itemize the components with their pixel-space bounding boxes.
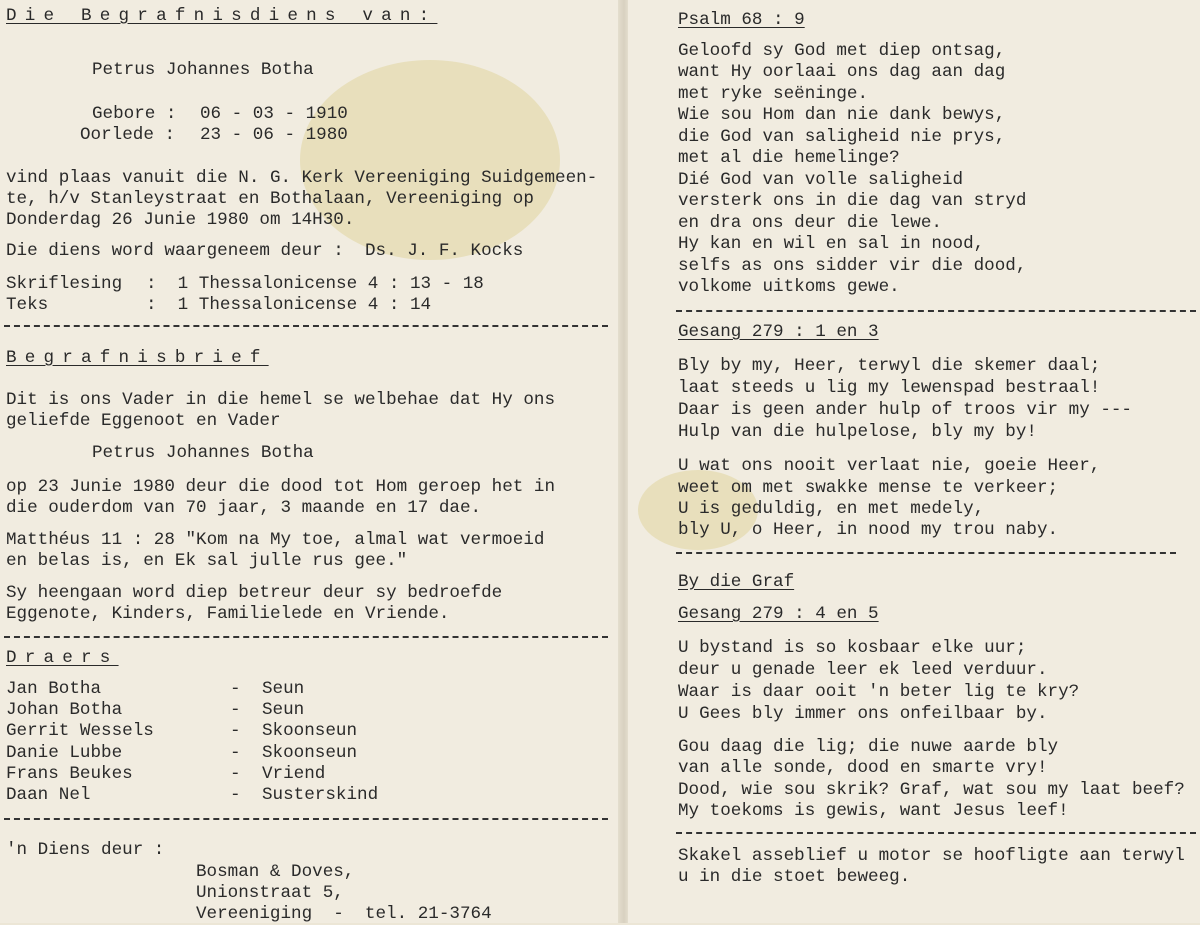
psalm-line: Hy kan en wil en sal in nood,: [678, 234, 985, 254]
psalm-heading: Psalm 68 : 9: [678, 10, 805, 30]
undertaker-line: Unionstraat 5,: [196, 883, 344, 903]
psalm-line: versterk ons in die dag van stryd: [678, 191, 1027, 211]
bearer-relation: Vriend: [262, 764, 326, 784]
bearer-name: Gerrit Wessels: [6, 721, 154, 741]
hymn-line: My toekoms is gewis, want Jesus leef!: [678, 801, 1069, 821]
divider: [4, 818, 608, 820]
died-date: 23 - 06 - 1980: [200, 125, 348, 145]
reading-reference: : 1 Thessalonicense 4 : 13 - 18: [146, 274, 484, 294]
divider: [4, 636, 608, 638]
service-title: Die Begrafnisdiens van:: [6, 6, 438, 26]
psalm-line: met al die hemelinge?: [678, 148, 900, 168]
hymn-line: Bly by my, Heer, terwyl die skemer daal;: [678, 356, 1101, 376]
hymn1-heading: Gesang 279 : 1 en 3: [678, 322, 879, 342]
grave-heading: By die Graf: [678, 572, 795, 592]
bearer-name: Johan Botha: [6, 700, 123, 720]
letter-name: Petrus Johannes Botha: [92, 443, 314, 463]
bearer-separator: -: [230, 700, 241, 720]
letter-line: geliefde Eggenoot en Vader: [6, 411, 281, 431]
venue-line: vind plaas vanuit die N. G. Kerk Vereeniging Suidgemeen-: [6, 168, 598, 188]
scripture-verse: en belas is, en Ek sal julle rus gee.": [6, 551, 408, 571]
hymn-line: weet om met swakke mense te verkeer;: [678, 478, 1059, 498]
hymn-line: laat steeds u lig my lewenspad bestraal!: [678, 378, 1101, 398]
venue-line: te, h/v Stanleystraat en Bothalaan, Vereeniging op: [6, 189, 534, 209]
psalm-line: met ryke seëninge.: [678, 84, 869, 104]
hymn-line: U Gees bly immer ons onfeilbaar by.: [678, 704, 1048, 724]
divider: [676, 310, 1196, 312]
hymn-line: Hulp van die hulpelose, bly my by!: [678, 422, 1037, 442]
divider: [676, 552, 1176, 554]
psalm-line: Wie sou Hom dan nie dank bewys,: [678, 105, 1006, 125]
deceased-name: Petrus Johannes Botha: [92, 60, 314, 80]
bearer-relation: Skoonseun: [262, 721, 358, 741]
text-reference: : 1 Thessalonicense 4 : 14: [146, 295, 432, 315]
psalm-line: Geloofd sy God met diep ontsag,: [678, 41, 1006, 61]
bearers-heading: Draers: [6, 648, 119, 668]
bearer-name: Daan Nel: [6, 785, 91, 805]
divider: [676, 832, 1196, 834]
hymn-line: van alle sonde, dood en smarte vry!: [678, 758, 1048, 778]
undertaker-line: Vereeniging - tel. 21-3764: [196, 904, 492, 924]
notice-line: u in die stoet beweeg.: [678, 867, 911, 887]
bearer-relation: Skoonseun: [262, 743, 358, 763]
bearer-separator: -: [230, 785, 241, 805]
hymn-line: U bystand is so kosbaar elke uur;: [678, 638, 1027, 658]
hymn-line: Waar is daar ooit 'n beter lig te kry?: [678, 682, 1080, 702]
bearer-name: Jan Botha: [6, 679, 102, 699]
hymn-line: deur u genade leer ek leed verduur.: [678, 660, 1048, 680]
right-page: [628, 0, 1200, 923]
mourners-line: Eggenote, Kinders, Familielede en Vriende.: [6, 604, 450, 624]
divider: [4, 325, 608, 327]
hymn-line: U is geduldig, en met medely,: [678, 499, 985, 519]
bearer-separator: -: [230, 743, 241, 763]
psalm-line: selfs as ons sidder vir die dood,: [678, 256, 1027, 276]
bearer-relation: Seun: [262, 700, 305, 720]
text-label: Teks: [6, 295, 49, 315]
undertaker-line: Bosman & Doves,: [196, 862, 355, 882]
hymn-line: U wat ons nooit verlaat nie, goeie Heer,: [678, 456, 1101, 476]
born-label: Gebore :: [92, 104, 177, 124]
letter-line: Dit is ons Vader in die hemel se welbehae dat Hy ons: [6, 390, 556, 410]
psalm-line: en dra ons deur die lewe.: [678, 213, 942, 233]
hymn-line: bly U, o Heer, in nood my trou naby.: [678, 520, 1059, 540]
bearer-relation: Susterskind: [262, 785, 379, 805]
psalm-line: Dié God van volle saligheid: [678, 170, 964, 190]
psalm-line: volkome uitkoms gewe.: [678, 277, 900, 297]
hymn-line: Gou daag die lig; die nuwe aarde bly: [678, 737, 1059, 757]
mourners-line: Sy heengaan word diep betreur deur sy bedroefde: [6, 583, 503, 603]
died-label: Oorlede :: [80, 125, 176, 145]
scripture-verse: Matthéus 11 : 28 "Kom na My toe, almal wat vermoeid: [6, 530, 545, 550]
bearer-separator: -: [230, 764, 241, 784]
born-date: 06 - 03 - 1910: [200, 104, 348, 124]
venue-line: Donderdag 26 Junie 1980 om 14H30.: [6, 210, 355, 230]
hymn-line: Daar is geen ander hulp of troos vir my ---: [678, 400, 1132, 420]
letter-line: die ouderdom van 70 jaar, 3 maande en 17 dae.: [6, 498, 482, 518]
reading-label: Skriflesing: [6, 274, 123, 294]
bearer-separator: -: [230, 679, 241, 699]
bearer-name: Frans Beukes: [6, 764, 133, 784]
service-by-label: 'n Diens deur :: [6, 840, 165, 860]
bearer-relation: Seun: [262, 679, 305, 699]
letter-line: op 23 Junie 1980 deur die dood tot Hom geroep het in: [6, 477, 556, 497]
bearer-separator: -: [230, 721, 241, 741]
bearer-name: Danie Lubbe: [6, 743, 123, 763]
notice-line: Skakel asseblief u motor se hoofligte aan terwyl: [678, 846, 1185, 866]
psalm-line: want Hy oorlaai ons dag aan dag: [678, 62, 1006, 82]
hymn-line: Dood, wie sou skrik? Graf, wat sou my laat beef?: [678, 780, 1185, 800]
letter-heading: Begrafnisbrief: [6, 348, 269, 368]
hymn2-heading: Gesang 279 : 4 en 5: [678, 604, 879, 624]
officiant-line: Die diens word waargeneem deur : Ds. J. F. Kocks: [6, 241, 524, 261]
psalm-line: die God van saligheid nie prys,: [678, 127, 1006, 147]
